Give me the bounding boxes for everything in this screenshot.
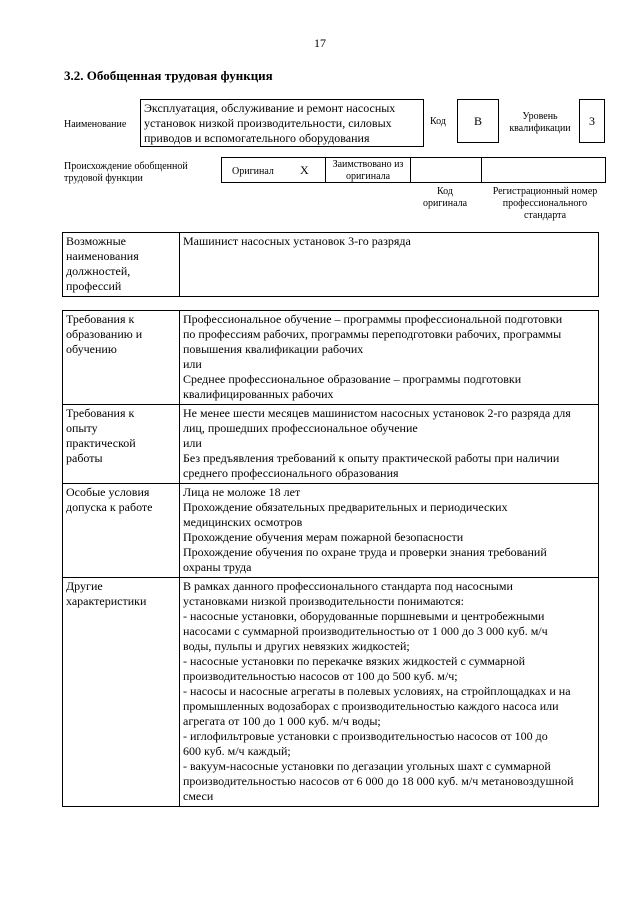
table-row (63, 484, 599, 578)
section-title: 3.2. Обобщенная трудовая функция (64, 68, 273, 83)
education-label: Требования к образованию и обучению (63, 311, 180, 405)
borrowed-label: Заимствовано из оригинала (332, 159, 404, 182)
original-mark: X (300, 163, 309, 177)
admission-label: Особые условия допуска к работе (63, 484, 180, 578)
positions-table (62, 232, 599, 297)
reg-number-caption: Регистрационный номер профессионального стандарта (492, 186, 598, 221)
code-value: B (457, 99, 499, 143)
page-number: 17 (314, 36, 326, 50)
original-code-caption: Код оригинала (422, 186, 468, 209)
positions-value: Машинист насосных установок 3-го разряда (180, 233, 599, 297)
function-name-box (140, 99, 424, 147)
origin-box (221, 157, 606, 183)
table-row (63, 405, 599, 484)
level-label: Уровень квалификации (509, 111, 571, 134)
table-row (63, 233, 599, 297)
positions-label: Возможные наименования должностей, профессий (63, 233, 180, 297)
level-value: 3 (579, 99, 605, 143)
origin-label: Происхождение обобщенной трудовой функции (64, 161, 188, 184)
original-label: Оригинал (232, 166, 274, 177)
experience-label: Требования к опыту практической работы (63, 405, 180, 484)
education-content: Профессиональное обучение – программы профессиональной подготовки по профессиям рабочих, программы переподготовки рабочих, программы повышения квалификации рабочих или Среднее профессиональное образование – программы подготовки квалифицированных рабочих (180, 311, 599, 405)
other-label: Другие характеристики (63, 578, 180, 807)
code-label: Код (430, 116, 446, 127)
function-name-line: Эксплуатация, обслуживание и ремонт насосных (144, 101, 396, 115)
experience-content: Не менее шести месяцев машинистом насосных установок 2-го разряда для лиц, прошедших профессиональное обучение или Без предъявления требований к опыту практической работы при наличии среднего профессионального образования (180, 405, 599, 484)
requirements-table (62, 310, 599, 807)
function-name-line: установок низкой производительности, силовых (144, 116, 392, 130)
table-row (63, 578, 599, 807)
function-name-line: приводов и вспомогательного оборудования (144, 131, 370, 145)
admission-content: Лица не моложе 18 лет Прохождение обязательных предварительных и периодических медицинских осмотров Прохождение обучения мерам пожарной безопасности Прохождение обучения по охране труда и проверки знания требований охраны труда (180, 484, 599, 578)
other-content: В рамках данного профессионального стандарта под насосными установками низкой производительности понимаются: - насосные установки, оборудованные поршневыми и центробежными насосами с суммарной производительностью от 1 000 до 3 000 куб. м/ч воды, пульпы и других невязких жидкостей; - насосные установки по перекачке вязких жидкостей с суммарной производительностью насосов от 100 до 500 куб. м/ч; - насосы и насосные агрегаты в полевых условиях, на стройплощадках и на промышленных водозаборах с производительностью каждого насоса или агрегата от 100 до 1 000 куб. м/ч воды; - иглофильтровые установки с производительностью насосов от 100 до 600 куб. м/ч каждый; - вакуум-насосные установки по дегазации угольных шахт с суммарной производительностью насосов от 6 000 до 18 000 куб. м/ч метановоздушной смеси (180, 578, 599, 807)
name-label: Наименование (64, 119, 127, 130)
table-row (63, 311, 599, 405)
